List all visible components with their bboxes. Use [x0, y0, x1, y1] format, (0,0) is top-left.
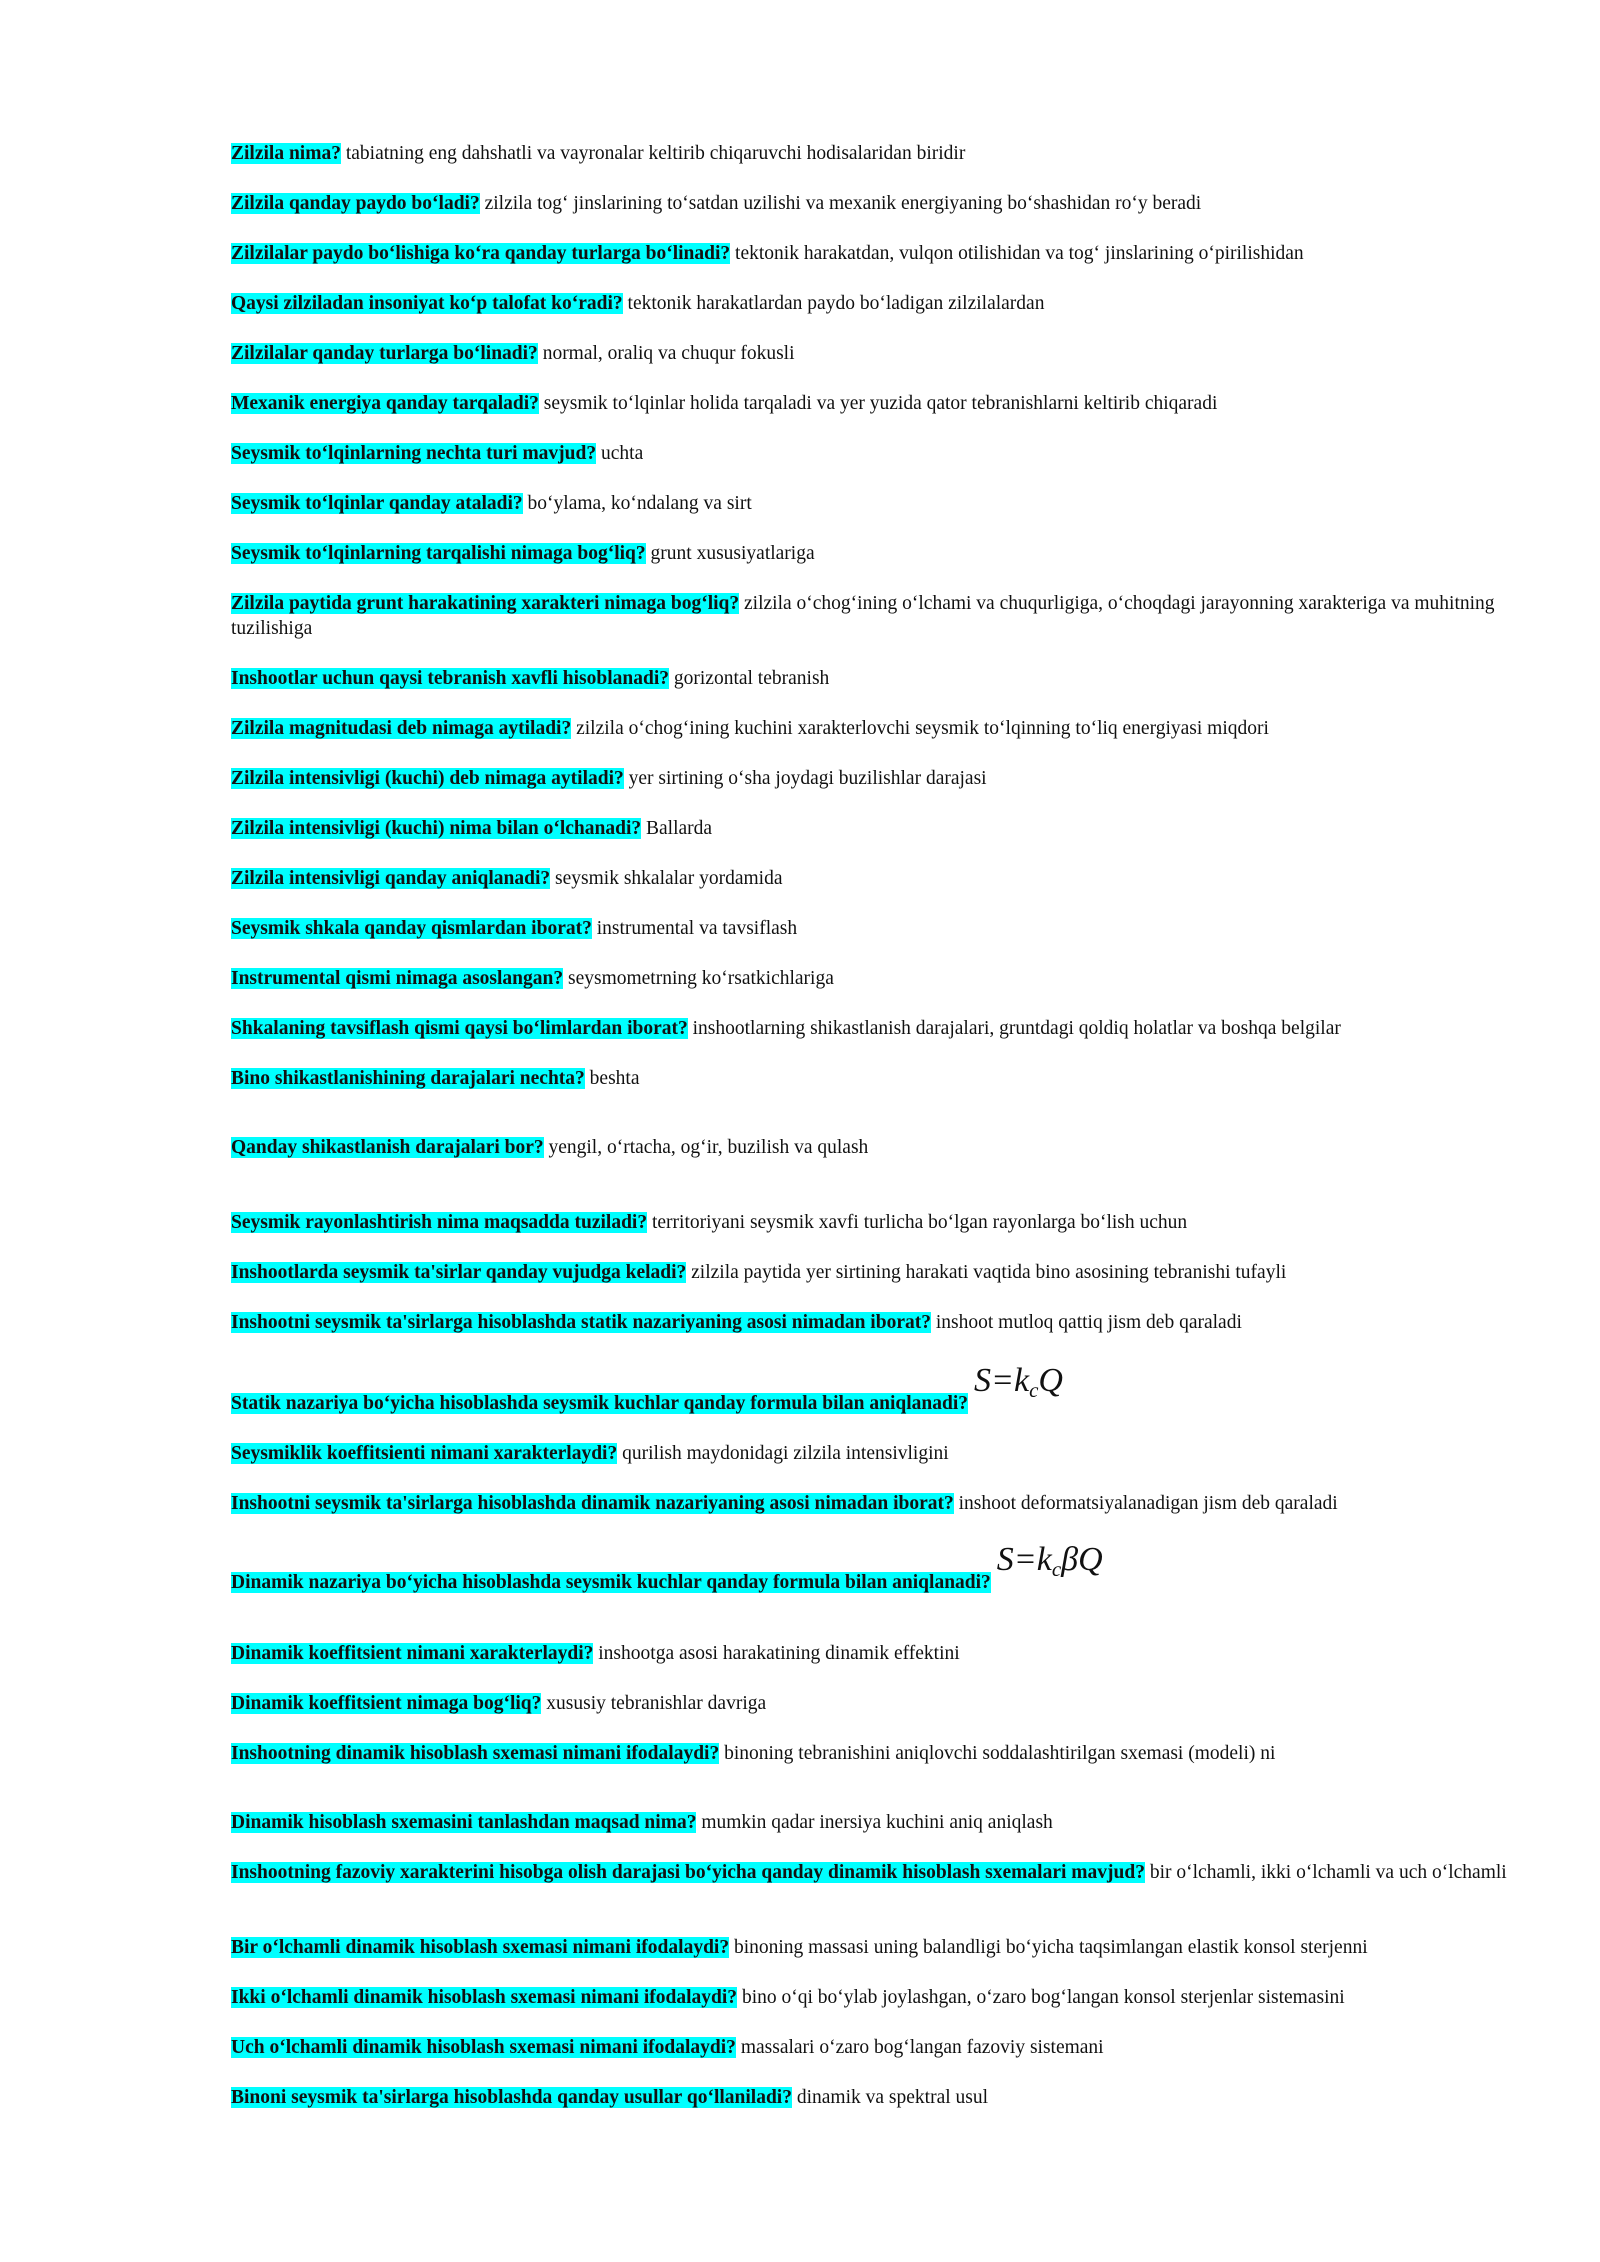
answer-text: inshoot mutloq qattiq jism deb qaraladi — [935, 1312, 1242, 1333]
qa-item — [231, 1310, 1531, 1335]
answer-text: mumkin qadar inersiya kuchini aniq aniqlash — [701, 1812, 1053, 1833]
qa-item — [231, 441, 1531, 466]
question-text: Zilzila intensivligi (kuchi) deb nimaga aytiladi? — [231, 768, 624, 789]
answer-text: dinamik va spektral usul — [796, 2087, 989, 2108]
answer-text: zilzila tog‘ jinslarining to‘satdan uzilishi va mexanik energiyaning bo‘shashidan ro‘y beradi — [484, 193, 1202, 214]
answer-text: seysmometrning ko‘rsatkichlariga — [567, 968, 834, 989]
qa-item — [231, 1935, 1531, 1960]
qa-item — [231, 966, 1531, 991]
answer-text: inshootlarning shikastlanish darajalari, gruntdagi qoldiq holatlar va boshqa belgilar — [692, 1018, 1341, 1039]
qa-item — [231, 866, 1531, 891]
qa-item — [231, 1260, 1531, 1285]
answer-text: tektonik harakatdan, vulqon otilishidan va tog‘ jinslarining o‘pirilishidan — [735, 243, 1304, 264]
answer-text: inshoot deformatsiyalanadigan jism deb qaraladi — [958, 1493, 1338, 1514]
qa-item — [231, 241, 1531, 266]
qa-item — [231, 1066, 1531, 1091]
qa-item — [231, 1491, 1531, 1516]
answer-text: zilzila paytida yer sirtining harakati vaqtida bino asosining tebranishi tufayli — [691, 1262, 1287, 1283]
question-text: Shkalaning tavsiflash qismi qaysi bo‘limlardan iborat? — [231, 1018, 688, 1039]
question-text: Qanday shikastlanish darajalari bor? — [231, 1137, 544, 1158]
question-text: Seysmik to‘lqinlarning nechta turi mavjud? — [231, 443, 597, 464]
question-text: Qaysi zilziladan insoniyat ko‘p talofat ko‘radi? — [231, 293, 623, 314]
qa-item — [231, 1016, 1531, 1041]
answer-text: bino o‘qi bo‘ylab joylashgan, o‘zaro bog‘langan konsol sterjenlar sistemasini — [741, 1987, 1345, 2008]
qa-item — [231, 1810, 1531, 1835]
answer-text: grunt xususiyatlariga — [650, 543, 815, 564]
question-text: Inshootni seysmik ta'sirlarga hisoblashda dinamik nazariyaning asosi nimadan iborat? — [231, 1493, 954, 1514]
dynamic-formula: $S=k_c\beta Q$ — [996, 1541, 1103, 1581]
qa-item — [231, 816, 1531, 841]
answer-text: tektonik harakatlardan paydo bo‘ladigan zilzilalardan — [627, 293, 1045, 314]
question-text: Seysmik rayonlashtirish nima maqsadda tuziladi? — [231, 1212, 648, 1233]
question-text: Inshootlar uchun qaysi tebranish xavfli hisoblanadi? — [231, 668, 669, 689]
qa-item — [231, 141, 1531, 166]
question-text: Zilzila magnitudasi deb nimaga aytiladi? — [231, 718, 572, 739]
answer-text: Ballarda — [646, 818, 713, 839]
answer-text: bo‘ylama, ko‘ndalang va sirt — [527, 493, 752, 514]
answer-text: territoriyani seysmik xavfi turlicha bo‘lgan rayonlarga bo‘lish uchun — [651, 1212, 1188, 1233]
answer-text: seysmik to‘lqinlar holida tarqaladi va yer yuzida qator tebranishlarni keltirib chiqaradi — [543, 393, 1218, 414]
answer-text: massalari o‘zaro bog‘langan fazoviy sistemani — [740, 2037, 1104, 2058]
qa-item — [231, 391, 1531, 416]
question-text: Dinamik koeffitsient nimaga bog‘liq? — [231, 1693, 542, 1714]
question-text: Seysmik to‘lqinlar qanday ataladi? — [231, 493, 523, 514]
qa-item — [231, 2035, 1531, 2060]
qa-item — [231, 2085, 1531, 2110]
question-text: Mexanik energiya qanday tarqaladi? — [231, 393, 539, 414]
answer-text: xususiy tebranishlar davriga — [546, 1693, 767, 1714]
question-text: Inshootning dinamik hisoblash sxemasi nimani ifodalaydi? — [231, 1743, 720, 1764]
answer-text: yengil, o‘rtacha, og‘ir, buzilish va qulash — [548, 1137, 869, 1158]
qa-item — [231, 341, 1531, 366]
answer-text: bir o‘lchamli, ikki o‘lchamli va uch o‘lchamli — [1149, 1862, 1507, 1883]
question-text: Seysmiklik koeffitsienti nimani xarakterlaydi? — [231, 1443, 618, 1464]
qa-item — [231, 1541, 1531, 1600]
qa-item — [231, 1985, 1531, 2010]
question-text: Uch o‘lchamli dinamik hisoblash sxemasi nimani ifodalaydi? — [231, 2037, 736, 2058]
question-text: Zilzilalar qanday turlarga bo‘linadi? — [231, 343, 538, 364]
answer-text: binoning tebranishini aniqlovchi soddalashtirilgan sxemasi (modeli) ni — [724, 1743, 1276, 1764]
qa-item — [231, 541, 1531, 566]
qa-item — [231, 291, 1531, 316]
answer-text: seysmik shkalalar yordamida — [555, 868, 783, 889]
answer-text: tabiatning eng dahshatli va vayronalar keltirib chiqaruvchi hodisalaridan biridir — [345, 143, 966, 164]
qa-item — [231, 1441, 1531, 1466]
qa-item — [231, 1741, 1531, 1766]
answer-text: instrumental va tavsiflash — [596, 918, 798, 939]
answer-text: zilzila o‘chog‘ining o‘lchami va chuqurligiga, o‘choqdagi jarayonning xarakteriga va muhitning tuzilishiga — [231, 593, 1495, 639]
qa-item — [231, 1860, 1531, 1885]
question-text: Instrumental qismi nimaga asoslangan? — [231, 968, 564, 989]
qa-item — [231, 1362, 1531, 1421]
qa-item — [231, 1210, 1531, 1235]
qa-item — [231, 716, 1531, 741]
answer-text: gorizontal tebranish — [673, 668, 830, 689]
answer-text: uchta — [601, 443, 644, 464]
answer-text: binoning massasi uning balandligi bo‘yicha taqsimlangan elastik konsol sterjenni — [733, 1937, 1368, 1958]
qa-item — [231, 1641, 1531, 1666]
static-formula: $S=k_cQ$ — [974, 1362, 1063, 1402]
question-text: Binoni seysmik ta'sirlarga hisoblashda qanday usullar qo‘llaniladi? — [231, 2087, 792, 2108]
question-text: Dinamik nazariya bo‘yicha hisoblashda seysmik kuchlar qanday formula bilan aniqlanadi? — [231, 1572, 991, 1593]
qa-item — [231, 766, 1531, 791]
qa-item — [231, 591, 1531, 641]
question-text: Bir o‘lchamli dinamik hisoblash sxemasi nimani ifodalaydi? — [231, 1937, 730, 1958]
qa-item — [231, 191, 1531, 216]
question-text: Seysmik shkala qanday qismlardan iborat? — [231, 918, 592, 939]
question-text: Inshootlarda seysmik ta'sirlar qanday vujudga keladi? — [231, 1262, 687, 1283]
question-text: Zilzila nima? — [231, 143, 341, 164]
question-text: Zilzila paytida grunt harakatining xarakteri nimaga bog‘liq? — [231, 593, 740, 614]
question-text: Statik nazariya bo‘yicha hisoblashda seysmik kuchlar qanday formula bilan aniqlanadi? — [231, 1393, 969, 1414]
question-text: Zilzila intensivligi qanday aniqlanadi? — [231, 868, 551, 889]
question-text: Dinamik koeffitsient nimani xarakterlaydi? — [231, 1643, 594, 1664]
question-text: Zilzila qanday paydo bo‘ladi? — [231, 193, 480, 214]
qa-item — [231, 1691, 1531, 1716]
question-text: Zilzilalar paydo bo‘lishiga ko‘ra qanday turlarga bo‘linadi? — [231, 243, 731, 264]
qa-item — [231, 1135, 1531, 1160]
answer-text: yer sirtining o‘sha joydagi buzilishlar darajasi — [628, 768, 987, 789]
question-text: Inshootni seysmik ta'sirlarga hisoblashda statik nazariyaning asosi nimadan iborat? — [231, 1312, 931, 1333]
answer-text: qurilish maydonidagi zilzila intensivligini — [622, 1443, 949, 1464]
answer-text: zilzila o‘chog‘ining kuchini xarakterlovchi seysmik to‘lqinning to‘liq energiyasi miqdori — [576, 718, 1269, 739]
qa-item — [231, 916, 1531, 941]
answer-text: normal, oraliq va chuqur fokusli — [542, 343, 795, 364]
qa-item — [231, 666, 1531, 691]
question-text: Dinamik hisoblash sxemasini tanlashdan maqsad nima? — [231, 1812, 697, 1833]
question-text: Inshootning fazoviy xarakterini hisobga olish darajasi bo‘yicha qanday dinamik hisoblash sxemalari mavjud? — [231, 1862, 1145, 1883]
answer-text: inshootga asosi harakatining dinamik effektini — [598, 1643, 960, 1664]
question-text: Ikki o‘lchamli dinamik hisoblash sxemasi nimani ifodalaydi? — [231, 1987, 738, 2008]
question-text: Zilzila intensivligi (kuchi) nima bilan o‘lchanadi? — [231, 818, 642, 839]
question-text: Seysmik to‘lqinlarning tarqalishi nimaga bog‘liq? — [231, 543, 646, 564]
question-text: Bino shikastlanishining darajalari nechta? — [231, 1068, 585, 1089]
qa-item — [231, 491, 1531, 516]
answer-text: beshta — [589, 1068, 640, 1089]
